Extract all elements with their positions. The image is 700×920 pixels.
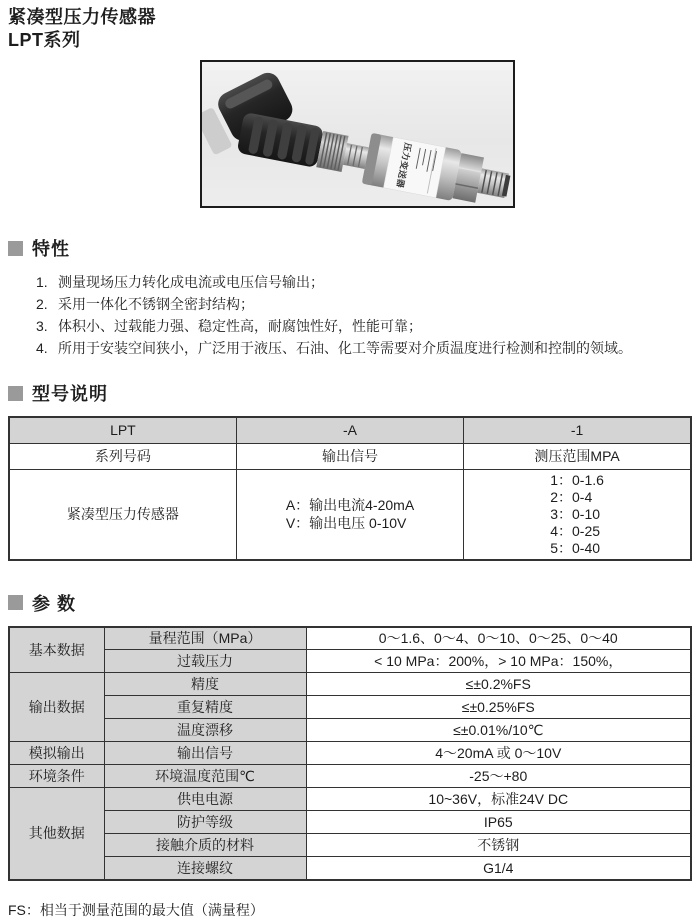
model-code-table: [8, 416, 692, 561]
list-item-text: 测量现场压力转化成电流或电压信号输出；: [58, 274, 324, 290]
param-group-cell: 模拟输出: [9, 742, 104, 765]
section-marker-icon: [8, 386, 23, 401]
param-group-cell: 其他数据: [9, 788, 104, 880]
series-name-cell: 紧凑型压力传感器: [9, 469, 236, 560]
range-option: 4：0-25: [550, 522, 601, 539]
param-value-cell: ≤±0.2%FS: [306, 673, 691, 696]
fs-footnote: FS：相当于测量范围的最大值（满量程）: [8, 901, 264, 918]
section-marker-icon: [8, 595, 23, 610]
param-group-cell: 基本数据: [9, 627, 104, 673]
param-value-cell: 10~36V，标准24V DC: [306, 788, 691, 811]
table-row: [9, 627, 691, 650]
threaded-neck: [343, 143, 369, 169]
list-item-number: 1.: [36, 274, 48, 290]
list-item: [36, 271, 692, 293]
param-name-cell: 重复精度: [104, 696, 306, 719]
model-code-cell: -1: [464, 417, 691, 443]
param-name-cell: 精度: [104, 673, 306, 696]
param-value-cell: G1/4: [306, 857, 691, 880]
param-value-cell: -25～+80: [306, 765, 691, 788]
table-row: [9, 469, 691, 560]
list-item-text: 所用于安装空间狭小，广泛用于液压、石油、化工等需要对介质温度进行检测和控制的领域。: [58, 340, 632, 356]
section-marker-icon: [8, 241, 23, 256]
param-group-cell: 输出数据: [9, 673, 104, 742]
param-name-cell: 连接螺纹: [104, 857, 306, 880]
param-value-cell: ≤±0.01%/10℃: [306, 719, 691, 742]
param-name-cell: 量程范围（MPa）: [104, 627, 306, 650]
param-name-cell: 供电电源: [104, 788, 306, 811]
param-name-cell: 接触介质的材料: [104, 834, 306, 857]
output-option: V：输出电压 0-10V: [285, 515, 407, 531]
params-section-header: [8, 590, 692, 616]
table-row: [9, 443, 691, 469]
page-title-line1: 紧凑型压力传感器: [8, 7, 156, 27]
param-value-cell: 不锈钢: [306, 834, 691, 857]
list-item-text: 采用一体化不锈钢全密封结构；: [58, 296, 254, 312]
param-value-cell: 4～20mA 或 0～10V: [306, 742, 691, 765]
model-subheader-cell: 测压范围MPA: [464, 443, 691, 469]
table-row: [9, 788, 691, 811]
features-section-title: 特性: [32, 239, 70, 259]
param-value-cell: ≤±0.25%FS: [306, 696, 691, 719]
model-code-cell: LPT: [9, 417, 236, 443]
page-title-line2: LPT系列: [8, 30, 81, 50]
pressure-range-cell: [464, 469, 691, 560]
param-value-cell: < 10 MPa：200%，> 10 MPa：150%，: [306, 650, 691, 673]
model-subheader-cell: 输出信号: [236, 443, 463, 469]
table-row: [9, 834, 691, 857]
table-row: [9, 742, 691, 765]
sensor-label: [383, 137, 445, 198]
table-row: [9, 811, 691, 834]
product-photo: [200, 60, 515, 208]
output-signal-cell: [236, 469, 463, 560]
param-name-cell: 过载压力: [104, 650, 306, 673]
range-option: 1：0-1.6: [550, 471, 604, 488]
pressure-sensor-illustration: [202, 62, 513, 206]
model-section-header: [8, 380, 692, 406]
range-option: 2：0-4: [550, 488, 593, 505]
table-row: [9, 673, 691, 696]
range-option: 3：0-10: [550, 505, 601, 522]
features-section-header: [8, 235, 692, 261]
table-row: [9, 417, 691, 443]
features-list: [36, 271, 692, 359]
params-section-title: 参 数: [32, 593, 77, 614]
list-item: [36, 337, 692, 359]
table-row: [9, 696, 691, 719]
param-value-cell: 0～1.6、0～4、0～10、0～25、0～40: [306, 627, 691, 650]
param-name-cell: 输出信号: [104, 742, 306, 765]
list-item: [36, 293, 692, 315]
list-item-number: 2.: [36, 296, 48, 312]
threaded-stud: [477, 168, 511, 198]
table-row: [9, 857, 691, 880]
parameters-table: [8, 626, 692, 881]
ribbed-connector: [237, 112, 324, 168]
param-value-cell: IP65: [306, 811, 691, 834]
page-title: [8, 6, 692, 52]
model-subheader-cell: 系列号码: [9, 443, 236, 469]
param-name-cell: 环境温度范围℃: [104, 765, 306, 788]
table-row: [9, 765, 691, 788]
param-name-cell: 温度漂移: [104, 719, 306, 742]
param-group-cell: 环境条件: [9, 765, 104, 788]
list-item-number: 4.: [36, 340, 48, 356]
model-section-title: 型号说明: [32, 384, 108, 404]
list-item-text: 体积小、过载能力强、稳定性高，耐腐蚀性好，性能可靠；: [58, 318, 422, 334]
param-name-cell: 防护等级: [104, 811, 306, 834]
list-item: [36, 315, 692, 337]
range-option: 5：0-40: [550, 539, 601, 556]
table-row: [9, 719, 691, 742]
output-option: A：输出电流4-20mA: [285, 497, 415, 513]
list-item-number: 3.: [36, 318, 48, 334]
model-code-cell: -A: [236, 417, 463, 443]
table-row: [9, 650, 691, 673]
sensor-body: [362, 133, 462, 201]
sensor-label-text: 压力变送器: [394, 141, 414, 189]
